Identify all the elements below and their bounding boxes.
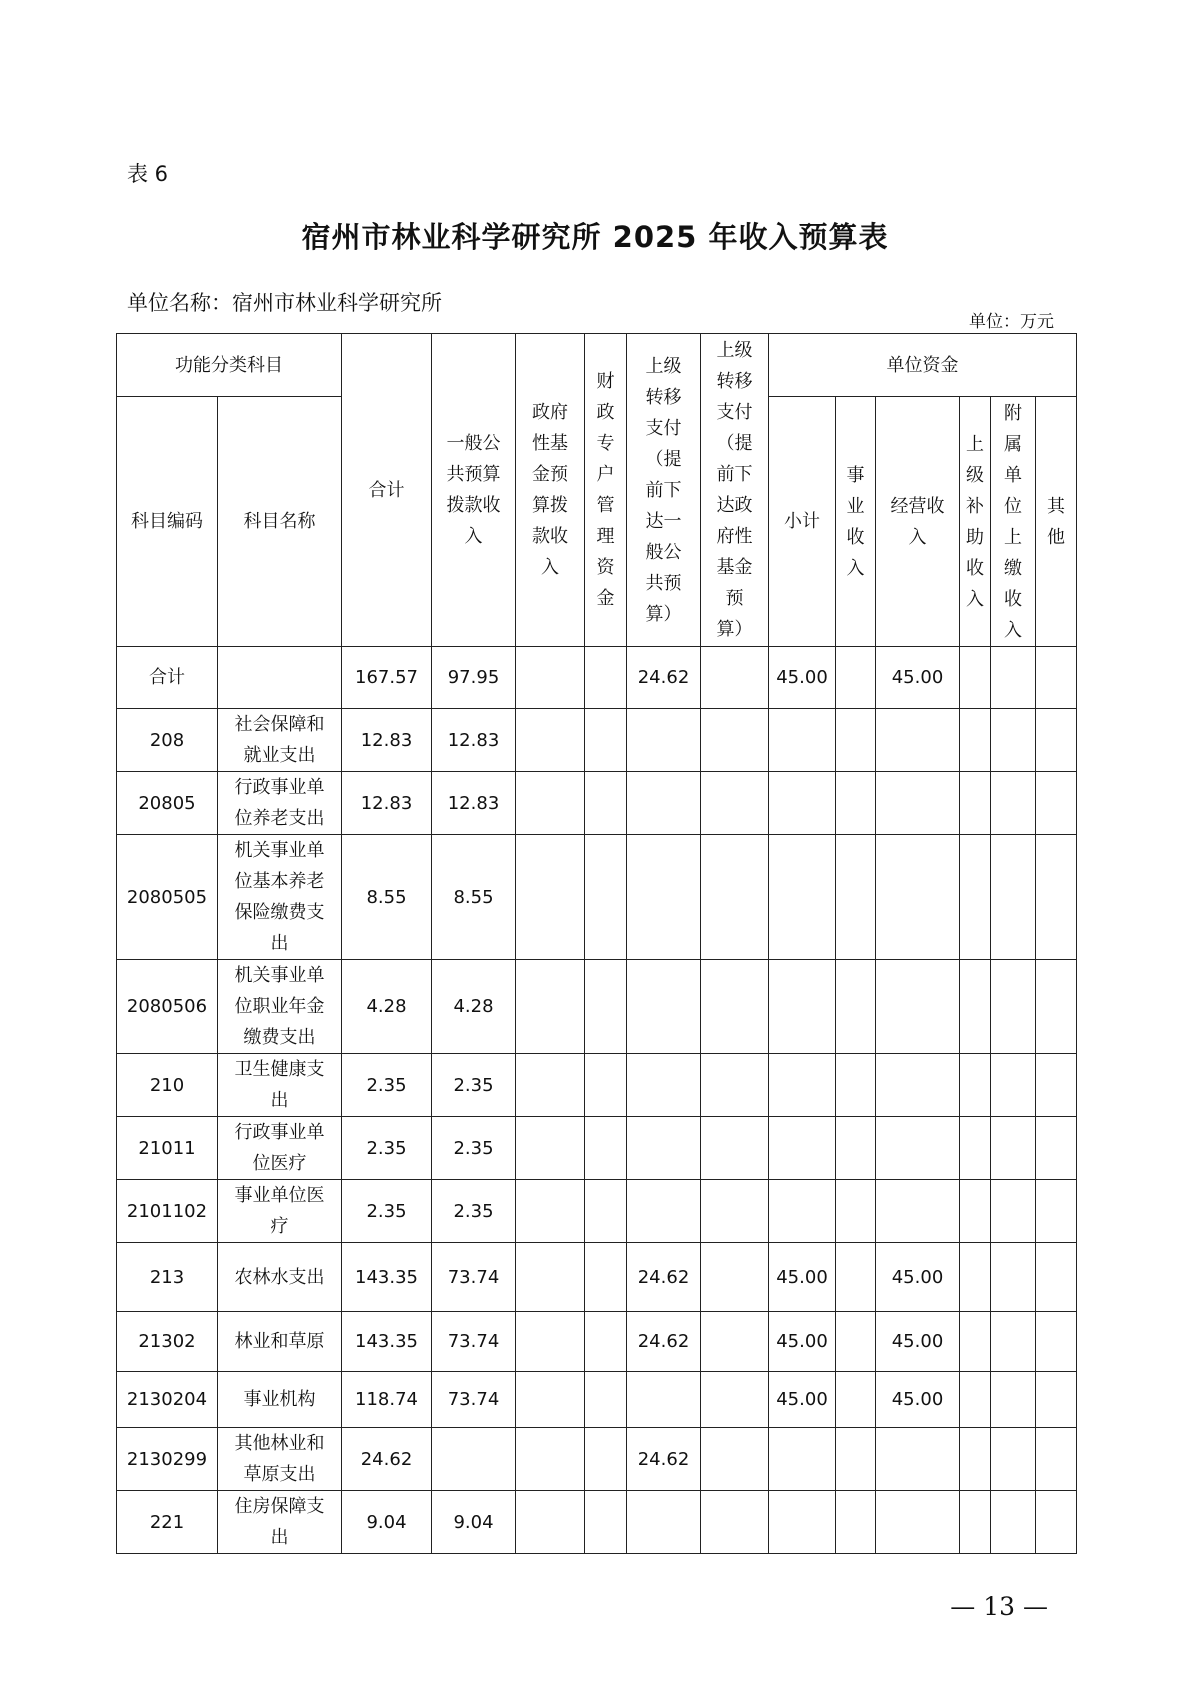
cell-business-income: [836, 1312, 876, 1372]
cell-gov-fund: [516, 709, 585, 772]
cell-total: 2.35: [342, 1117, 432, 1180]
cell-transfer-general: [627, 835, 701, 960]
table-header: [117, 334, 1077, 647]
cell-operating-income: [876, 772, 960, 835]
cell-affiliated-income: [991, 709, 1036, 772]
cell-other: [1036, 1180, 1077, 1243]
document-title: 宿州市林业科学研究所 2025 年收入预算表: [301, 220, 889, 254]
cell-name: 其他林业和草原支出: [218, 1428, 342, 1491]
header-special-account: 财政专户管理资金: [585, 334, 627, 647]
cell-special-account: [585, 1243, 627, 1312]
cell-transfer-fund: [701, 835, 769, 960]
cell-code: 2130299: [117, 1428, 218, 1491]
cell-affiliated-income: [991, 1372, 1036, 1428]
cell-total: 9.04: [342, 1491, 432, 1554]
cell-other: [1036, 1312, 1077, 1372]
cell-transfer-fund: [701, 709, 769, 772]
cell-operating-income: [876, 1117, 960, 1180]
cell-general-public: 73.74: [432, 1312, 516, 1372]
cell-special-account: [585, 772, 627, 835]
cell-superior-subsidy: [960, 1372, 991, 1428]
cell-transfer-general: [627, 772, 701, 835]
cell-operating-income: 45.00: [876, 1243, 960, 1312]
cell-total: 24.62: [342, 1428, 432, 1491]
cell-code: 210: [117, 1054, 218, 1117]
cell-business-income: [836, 772, 876, 835]
cell-transfer-fund: [701, 647, 769, 709]
table-row: [117, 1312, 1077, 1372]
income-budget-table: [116, 333, 1077, 1554]
cell-superior-subsidy: [960, 960, 991, 1054]
cell-business-income: [836, 709, 876, 772]
cell-gov-fund: [516, 1428, 585, 1491]
cell-business-income: [836, 835, 876, 960]
table-row: [117, 1372, 1077, 1428]
cell-subtotal: [769, 1117, 836, 1180]
cell-other: [1036, 772, 1077, 835]
cell-special-account: [585, 835, 627, 960]
header-transfer-fund: 上级转移支付（提前下达政府性基金预算）: [701, 334, 769, 647]
cell-gov-fund: [516, 1180, 585, 1243]
cell-transfer-fund: [701, 1180, 769, 1243]
header-affiliated-income: 附属单位上缴收入: [991, 397, 1036, 647]
cell-operating-income: [876, 1180, 960, 1243]
cell-superior-subsidy: [960, 647, 991, 709]
cell-gov-fund: [516, 1054, 585, 1117]
cell-special-account: [585, 1180, 627, 1243]
cell-total: 12.83: [342, 709, 432, 772]
header-business-income: 事业收入: [836, 397, 876, 647]
cell-general-public: 2.35: [432, 1180, 516, 1243]
cell-general-public: 2.35: [432, 1117, 516, 1180]
cell-transfer-fund: [701, 1054, 769, 1117]
cell-other: [1036, 709, 1077, 772]
cell-subtotal: 45.00: [769, 1312, 836, 1372]
cell-business-income: [836, 960, 876, 1054]
cell-subtotal: [769, 1491, 836, 1554]
cell-other: [1036, 647, 1077, 709]
cell-total: 2.35: [342, 1180, 432, 1243]
table-row: [117, 1243, 1077, 1312]
cell-code: 20805: [117, 772, 218, 835]
cell-other: [1036, 835, 1077, 960]
cell-business-income: [836, 1180, 876, 1243]
cell-gov-fund: [516, 835, 585, 960]
cell-superior-subsidy: [960, 709, 991, 772]
cell-special-account: [585, 709, 627, 772]
cell-operating-income: 45.00: [876, 1372, 960, 1428]
unit-name: 单位名称：宿州市林业科学研究所: [127, 291, 442, 315]
cell-transfer-fund: [701, 1312, 769, 1372]
cell-name: 事业机构: [218, 1372, 342, 1428]
cell-other: [1036, 1428, 1077, 1491]
cell-general-public: [432, 1428, 516, 1491]
cell-general-public: 9.04: [432, 1491, 516, 1554]
cell-special-account: [585, 1372, 627, 1428]
cell-superior-subsidy: [960, 1428, 991, 1491]
table-row: [117, 1180, 1077, 1243]
cell-gov-fund: [516, 1312, 585, 1372]
cell-special-account: [585, 1428, 627, 1491]
cell-total: 4.28: [342, 960, 432, 1054]
cell-special-account: [585, 647, 627, 709]
cell-name: 行政事业单位养老支出: [218, 772, 342, 835]
cell-affiliated-income: [991, 772, 1036, 835]
cell-name: 机关事业单位基本养老保险缴费支出: [218, 835, 342, 960]
cell-code: 21302: [117, 1312, 218, 1372]
cell-total: 143.35: [342, 1243, 432, 1312]
cell-subtotal: 45.00: [769, 647, 836, 709]
cell-superior-subsidy: [960, 1180, 991, 1243]
cell-code: 合计: [117, 647, 218, 709]
cell-special-account: [585, 960, 627, 1054]
cell-code: 2101102: [117, 1180, 218, 1243]
cell-superior-subsidy: [960, 1243, 991, 1312]
cell-subtotal: [769, 1180, 836, 1243]
cell-code: 213: [117, 1243, 218, 1312]
cell-general-public: 73.74: [432, 1372, 516, 1428]
cell-other: [1036, 960, 1077, 1054]
header-superior-subsidy: 上级补助收入: [960, 397, 991, 647]
cell-superior-subsidy: [960, 1491, 991, 1554]
cell-total: 167.57: [342, 647, 432, 709]
cell-transfer-general: [627, 960, 701, 1054]
cell-transfer-general: [627, 709, 701, 772]
cell-operating-income: [876, 1428, 960, 1491]
cell-subtotal: [769, 709, 836, 772]
cell-other: [1036, 1491, 1077, 1554]
cell-affiliated-income: [991, 835, 1036, 960]
cell-business-income: [836, 647, 876, 709]
table-row: [117, 709, 1077, 772]
cell-total: 118.74: [342, 1372, 432, 1428]
cell-general-public: 4.28: [432, 960, 516, 1054]
header-total: 合计: [342, 334, 432, 647]
cell-superior-subsidy: [960, 772, 991, 835]
cell-name: 林业和草原: [218, 1312, 342, 1372]
table-row: [117, 1054, 1077, 1117]
header-unit-funds: 单位资金: [769, 334, 1077, 397]
cell-subtotal: [769, 1428, 836, 1491]
cell-transfer-fund: [701, 1491, 769, 1554]
cell-subtotal: [769, 835, 836, 960]
cell-other: [1036, 1372, 1077, 1428]
cell-code: 2080505: [117, 835, 218, 960]
cell-business-income: [836, 1117, 876, 1180]
cell-other: [1036, 1054, 1077, 1117]
cell-transfer-general: [627, 1117, 701, 1180]
cell-transfer-general: [627, 1054, 701, 1117]
cell-name: [218, 647, 342, 709]
cell-total: 8.55: [342, 835, 432, 960]
cell-code: 2130204: [117, 1372, 218, 1428]
cell-general-public: 12.83: [432, 772, 516, 835]
cell-operating-income: [876, 960, 960, 1054]
cell-subtotal: [769, 960, 836, 1054]
cell-operating-income: [876, 709, 960, 772]
cell-total: 12.83: [342, 772, 432, 835]
table-row: [117, 1491, 1077, 1554]
cell-code: 208: [117, 709, 218, 772]
cell-operating-income: [876, 835, 960, 960]
cell-transfer-fund: [701, 772, 769, 835]
cell-other: [1036, 1243, 1077, 1312]
cell-transfer-fund: [701, 1117, 769, 1180]
cell-special-account: [585, 1312, 627, 1372]
header-functional-category: 功能分类科目: [117, 334, 342, 397]
cell-special-account: [585, 1054, 627, 1117]
table-row: [117, 1117, 1077, 1180]
cell-operating-income: [876, 1054, 960, 1117]
cell-affiliated-income: [991, 1117, 1036, 1180]
cell-gov-fund: [516, 772, 585, 835]
cell-superior-subsidy: [960, 1312, 991, 1372]
cell-gov-fund: [516, 1372, 585, 1428]
cell-business-income: [836, 1054, 876, 1117]
cell-subtotal: [769, 1054, 836, 1117]
cell-affiliated-income: [991, 1312, 1036, 1372]
cell-business-income: [836, 1243, 876, 1312]
cell-other: [1036, 1117, 1077, 1180]
total-row: [117, 647, 1077, 709]
cell-total: 143.35: [342, 1312, 432, 1372]
cell-transfer-general: 24.62: [627, 1428, 701, 1491]
cell-business-income: [836, 1428, 876, 1491]
cell-operating-income: 45.00: [876, 647, 960, 709]
cell-general-public: 73.74: [432, 1243, 516, 1312]
header-general-public: 一般公共预算拨款收入: [432, 334, 516, 647]
table-row: [117, 960, 1077, 1054]
cell-operating-income: [876, 1491, 960, 1554]
cell-transfer-fund: [701, 1372, 769, 1428]
header-subtotal: 小计: [769, 397, 836, 647]
cell-affiliated-income: [991, 960, 1036, 1054]
cell-affiliated-income: [991, 1428, 1036, 1491]
table-row: [117, 772, 1077, 835]
cell-name: 住房保障支出: [218, 1491, 342, 1554]
cell-name: 卫生健康支出: [218, 1054, 342, 1117]
table-row: [117, 835, 1077, 960]
cell-business-income: [836, 1372, 876, 1428]
cell-gov-fund: [516, 1117, 585, 1180]
cell-code: 21011: [117, 1117, 218, 1180]
cell-code: 221: [117, 1491, 218, 1554]
cell-transfer-fund: [701, 1243, 769, 1312]
cell-transfer-general: 24.62: [627, 1243, 701, 1312]
cell-transfer-general: [627, 1372, 701, 1428]
cell-affiliated-income: [991, 1243, 1036, 1312]
header-name: 科目名称: [218, 397, 342, 647]
cell-gov-fund: [516, 1491, 585, 1554]
cell-gov-fund: [516, 647, 585, 709]
cell-total: 2.35: [342, 1054, 432, 1117]
cell-name: 农林水支出: [218, 1243, 342, 1312]
header-code: 科目编码: [117, 397, 218, 647]
cell-name: 事业单位医疗: [218, 1180, 342, 1243]
cell-code: 2080506: [117, 960, 218, 1054]
cell-subtotal: 45.00: [769, 1372, 836, 1428]
cell-special-account: [585, 1491, 627, 1554]
cell-transfer-general: 24.62: [627, 647, 701, 709]
cell-general-public: 97.95: [432, 647, 516, 709]
cell-transfer-general: [627, 1180, 701, 1243]
cell-superior-subsidy: [960, 1054, 991, 1117]
header-other: 其他: [1036, 397, 1077, 647]
cell-special-account: [585, 1117, 627, 1180]
cell-name: 社会保障和就业支出: [218, 709, 342, 772]
cell-name: 机关事业单位职业年金缴费支出: [218, 960, 342, 1054]
cell-affiliated-income: [991, 647, 1036, 709]
table-row: [117, 1428, 1077, 1491]
cell-transfer-fund: [701, 1428, 769, 1491]
cell-superior-subsidy: [960, 835, 991, 960]
cell-affiliated-income: [991, 1054, 1036, 1117]
cell-name: 行政事业单位医疗: [218, 1117, 342, 1180]
cell-affiliated-income: [991, 1491, 1036, 1554]
cell-general-public: 8.55: [432, 835, 516, 960]
cell-transfer-fund: [701, 960, 769, 1054]
page-number: — 13 —: [950, 1592, 1048, 1621]
cell-general-public: 2.35: [432, 1054, 516, 1117]
cell-subtotal: 45.00: [769, 1243, 836, 1312]
cell-general-public: 12.83: [432, 709, 516, 772]
table-label: 表 6: [127, 162, 169, 186]
header-transfer-general: 上级转移支付（提前下达一般公共预算）: [627, 334, 701, 647]
table-body: [117, 647, 1077, 1554]
cell-transfer-general: [627, 1491, 701, 1554]
cell-gov-fund: [516, 1243, 585, 1312]
cell-operating-income: 45.00: [876, 1312, 960, 1372]
cell-transfer-general: 24.62: [627, 1312, 701, 1372]
header-gov-fund: 政府性基金预算拨款收入: [516, 334, 585, 647]
cell-business-income: [836, 1491, 876, 1554]
cell-superior-subsidy: [960, 1117, 991, 1180]
unit-measure: 单位：万元: [969, 312, 1054, 332]
cell-affiliated-income: [991, 1180, 1036, 1243]
header-operating-income: 经营收入: [876, 397, 960, 647]
cell-gov-fund: [516, 960, 585, 1054]
cell-subtotal: [769, 772, 836, 835]
